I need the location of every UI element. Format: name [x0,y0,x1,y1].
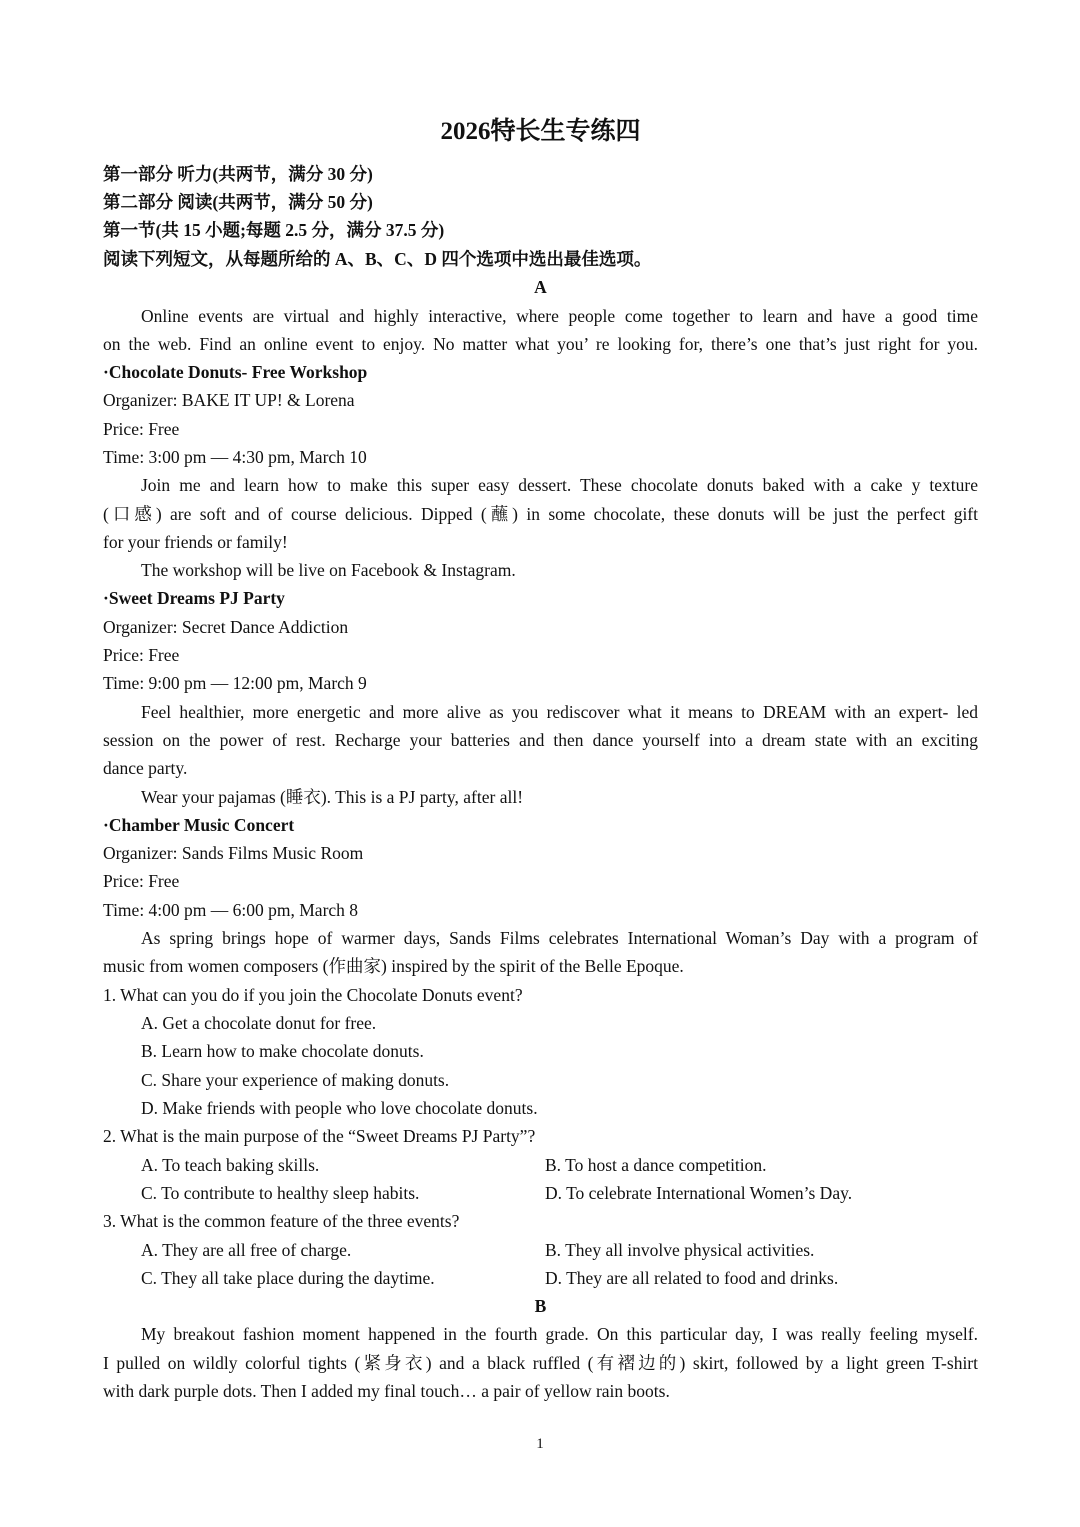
question-1-option-a[interactable]: A. Get a chocolate donut for free. [141,1013,377,1033]
section-a-label: A [534,277,547,297]
header-section-one: 第一节(共 15 小题;每题 2.5 分，满分 37.5 分) [103,220,445,240]
event2-organizer: Organizer: Secret Dance Addiction [103,617,349,637]
question-3-stem: 3. What is the common feature of the three events? [103,1211,460,1231]
event1-desc-3: for your friends or family! [103,532,288,552]
event2-price: Price: Free [103,645,180,665]
intro-line-1: Online events are virtual and highly interactive, where people come together to learn and have a good time [141,306,978,326]
event1-organizer: Organizer: BAKE IT UP! & Lorena [103,390,355,410]
header-instructions: 阅读下列短文，从每题所给的 A、B、C、D 四个选项中选出最佳选项。 [103,249,652,269]
question-1-option-c[interactable]: C. Share your experience of making donuts. [141,1070,450,1090]
question-2-option-d[interactable]: D. To celebrate International Women’s Day. [545,1183,853,1203]
question-1-option-d[interactable]: D. Make friends with people who love chocolate donuts. [141,1098,538,1118]
question-3-option-c[interactable]: C. They all take place during the daytime. [141,1268,435,1288]
section-b-line-3: with dark purple dots. Then I added my final touch… a pair of yellow rain boots. [103,1381,670,1401]
event1-desc-2: (口感) are soft and of course delicious. Dipped (蘸) in some chocolate, these donuts will be just the perfect gift [103,504,978,524]
question-2-options-ab [103,1151,978,1179]
question-3-option-a[interactable]: A. They are all free of charge. [141,1240,352,1260]
section-b-line-2: I pulled on wildly colorful tights (紧身衣) and a black ruffled (有褶边的) skirt, followed by a light green T-shirt [103,1353,978,1373]
question-3-option-d[interactable]: D. They are all related to food and drinks. [545,1268,839,1288]
question-3-options-cd [103,1264,978,1292]
event3-organizer: Organizer: Sands Films Music Room [103,843,364,863]
question-3-option-b[interactable]: B. They all involve physical activities. [545,1240,815,1260]
event1-desc-1: Join me and learn how to make this super easy dessert. These chocolate donuts baked with a cake y texture [141,475,978,495]
page-number: 1 [536,1436,544,1452]
event1-note: The workshop will be live on Facebook & Instagram. [141,560,516,580]
event3-time: Time: 4:00 pm — 6:00 pm, March 8 [103,900,359,920]
page-title: 2026特长生专练四 [440,118,641,145]
event1-title: ·Chocolate Donuts- Free Workshop [103,362,368,382]
question-2-option-b[interactable]: B. To host a dance competition. [545,1155,767,1175]
event3-desc-2: music from women composers (作曲家) inspired by the spirit of the Belle Epoque. [103,956,684,976]
question-2-option-a[interactable]: A. To teach baking skills. [141,1155,320,1175]
event2-desc-1: Feel healthier, more energetic and more alive as you rediscover what it means to DREAM with an expert- led [141,702,978,722]
header-listening: 第一部分 听力(共两节，满分 30 分) [103,164,373,184]
section-b-label: B [534,1296,547,1316]
question-1-stem: 1. What can you do if you join the Chocolate Donuts event? [103,985,523,1005]
event3-title: ·Chamber Music Concert [103,815,295,835]
question-2-option-c[interactable]: C. To contribute to healthy sleep habits. [141,1183,420,1203]
event2-note: Wear your pajamas (睡衣). This is a PJ party, after all! [141,787,524,807]
section-b-line-1: My breakout fashion moment happened in the fourth grade. On this particular day, I was really feeling myself. [141,1324,978,1344]
event3-desc-1: As spring brings hope of warmer days, Sands Films celebrates International Woman’s Day with a program of [141,928,978,948]
event2-desc-3: dance party. [103,758,188,778]
question-3-options-ab [103,1236,978,1264]
event2-title: ·Sweet Dreams PJ Party [103,588,285,608]
question-1-option-b[interactable]: B. Learn how to make chocolate donuts. [141,1041,424,1061]
event1-time: Time: 3:00 pm — 4:30 pm, March 10 [103,447,367,467]
header-reading: 第二部分 阅读(共两节，满分 50 分) [103,192,373,212]
intro-line-2: on the web. Find an online event to enjoy. No matter what you’ re looking for, there’s one that’s just right for you. [103,334,978,354]
event3-price: Price: Free [103,871,180,891]
event1-price: Price: Free [103,419,180,439]
question-2-stem: 2. What is the main purpose of the “Sweet Dreams PJ Party”? [103,1126,536,1146]
event2-desc-2: session on the power of rest. Recharge your batteries and then dance yourself into a dream state with an exciting [103,730,978,750]
question-2-options-cd [103,1179,978,1207]
event2-time: Time: 9:00 pm — 12:00 pm, March 9 [103,673,367,693]
